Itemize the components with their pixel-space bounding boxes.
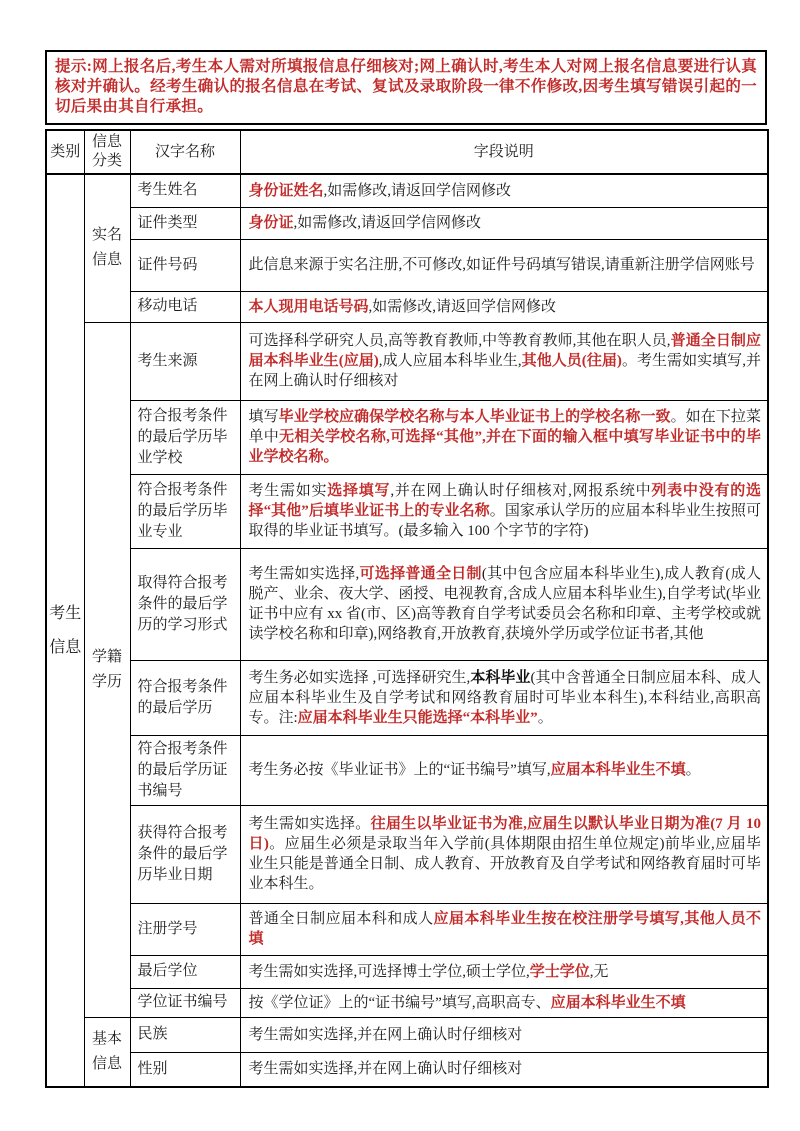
field-desc-cell <box>240 805 768 903</box>
field-name-cell: 证件类型 <box>130 207 240 239</box>
table-row <box>46 207 768 239</box>
document-page <box>45 50 767 1088</box>
desc-run-red: 本人现用电话号码 <box>248 298 369 315</box>
desc-run-red: 毕业学校应确保学校名称与本人毕业证书上的学校名称一致 <box>278 409 671 425</box>
desc-run: 考生需如实选择,并在网上确认时仔细核对 <box>248 1061 523 1078</box>
table-row <box>46 1052 768 1087</box>
desc-run: ,如需修改,请返回学信网修改 <box>368 298 557 315</box>
desc-run: ,如需修改,请返回学信网修改 <box>323 182 512 199</box>
table-row <box>46 400 768 474</box>
desc-run-red: 身份证 <box>248 215 294 231</box>
desc-run: 。 <box>685 762 701 778</box>
table-row <box>46 174 768 207</box>
table-row <box>46 988 768 1017</box>
field-name-cell: 符合报考条件的最后学历毕业学校 <box>130 400 240 474</box>
field-name-cell: 证件号码 <box>130 239 240 291</box>
header-row <box>46 130 768 174</box>
field-name-cell: 符合报考条件的最后学历毕业专业 <box>130 474 240 548</box>
desc-run: ,如需修改,请返回学信网修改 <box>293 215 482 231</box>
field-desc-cell <box>240 239 768 291</box>
field-name-cell: 最后学位 <box>130 955 240 988</box>
desc-run-red: 列表中没有的选择“其他”后填毕业证书上的专业名称 <box>248 483 761 519</box>
desc-run: 考生需如实 <box>248 483 328 499</box>
field-desc-cell <box>240 400 768 474</box>
desc-run: ,无 <box>589 963 609 980</box>
table-row <box>46 903 768 955</box>
table-row <box>46 805 768 903</box>
desc-run: 此信息来源于实名注册,不可修改,如证件号码填写错误,请重新注册学信网账号 <box>248 257 755 273</box>
desc-run: ,成人应届本科毕业生, <box>378 353 522 369</box>
field-name-cell: 注册学号 <box>130 903 240 955</box>
desc-run-red: 无相关学校名称,可选择“其他”,并在下面的输入框中填写毕业证书中的毕业学校名称。 <box>248 429 761 465</box>
desc-run: 可选择科学研究人员,高等教育教师,中等教育教师,其他在职人员, <box>248 333 671 349</box>
table-row <box>46 322 768 400</box>
table-row <box>46 474 768 548</box>
desc-run: 。 <box>537 709 553 726</box>
desc-run: 。国家承认学历的应届本科毕业生按照可取得的毕业证书填写。(最多输入 100 个字节的字符) <box>248 503 761 539</box>
desc-run: 考生需如实选择,可选择博士学位,硕士学位, <box>248 963 530 980</box>
desc-run-red: 应届本科毕业生按在校注册学号填写,其他人员不填 <box>248 911 761 947</box>
table-row <box>46 1017 768 1052</box>
field-name-cell: 符合报考条件的最后学历证书编号 <box>130 735 240 805</box>
table-body <box>46 174 768 1087</box>
table-row <box>46 239 768 291</box>
table-row <box>46 955 768 988</box>
field-desc-cell <box>240 1052 768 1087</box>
desc-run: (其中含普通全日制应届本科、成人应届本科毕业生及自学考试和网络教育届时可毕业本科生),本科结业,高职高专。注: <box>248 669 761 726</box>
field-name-cell: 学位证书编号 <box>130 988 240 1017</box>
desc-run: ,并在网上确认时仔细核对,网报系统中 <box>390 483 652 499</box>
field-desc-cell <box>240 988 768 1017</box>
field-desc-cell <box>240 1017 768 1052</box>
desc-run: 考生务必按《毕业证书》上的“证书编号”填写, <box>248 762 551 778</box>
header-desc: 字段说明 <box>240 130 768 174</box>
desc-run: 。应届生必须是录取当年入学前(具体期限由招生单位规定)前毕业,应届毕业生只能是普通全日制、成人教育、开放教育及自学考试和网络教育届时可毕业本科生。 <box>248 836 761 892</box>
field-name-cell: 民族 <box>130 1017 240 1052</box>
group-cell-2: 基本信息 <box>84 1017 130 1087</box>
field-desc-cell <box>240 322 768 400</box>
desc-run-red: 可选择普通全日制 <box>359 566 482 582</box>
header-category: 类别 <box>46 130 84 174</box>
table-row <box>46 291 768 322</box>
desc-run: (其中包含应届本科毕业生),成人教育(成人脱产、业余、夜大学、函授、电视教育,含成人应届本科毕业生),自学考试(毕业证书中应有 xx 省(市、区)高等教育自学考试委员会名称和印章、主考学校或就读学校名称和印章),网络教育,开放教育,获境外学历或学位证书者,其他 <box>248 566 761 642</box>
category-cell: 考生信息 <box>46 174 84 1087</box>
field-desc-cell <box>240 903 768 955</box>
desc-run: 考生需如实选择。 <box>248 816 371 832</box>
notice-text: 提示:网上报名后,考生本人需对所填报信息仔细核对;网上确认时,考生本人对网上报名信息要进行认真核对并确认。经考生确认的报名信息在考试、复试及录取阶段一律不作修改,因考生填写错误引起的一切后果由其自行承担。 <box>55 58 757 115</box>
desc-run-red: 普通全日制应届本科毕业生(应届) <box>248 333 761 369</box>
field-name-cell: 考生姓名 <box>130 174 240 207</box>
header-name: 汉字名称 <box>130 130 240 174</box>
field-desc-cell <box>240 291 768 322</box>
group-cell-0: 实名信息 <box>84 174 130 322</box>
desc-run: 考生务必如实选择 ,可选择研究生, <box>248 669 471 686</box>
table-row <box>46 735 768 805</box>
field-name-cell: 性别 <box>130 1052 240 1087</box>
field-desc-cell <box>240 660 768 735</box>
field-desc-cell <box>240 474 768 548</box>
field-desc-cell <box>240 174 768 207</box>
desc-run-red: 其他人员(往届) <box>521 353 622 369</box>
desc-run-red: 学士学位 <box>529 963 590 980</box>
desc-run-red: 身份证姓名 <box>248 182 324 199</box>
field-desc-cell <box>240 735 768 805</box>
desc-run: 填写 <box>248 409 279 425</box>
table-row <box>46 660 768 735</box>
desc-run: 。考生需如实填写,并在网上确认时仔细核对 <box>248 353 761 389</box>
field-name-cell: 取得符合报考条件的最后学历的学习形式 <box>130 548 240 660</box>
header-group: 信息分类 <box>84 130 130 174</box>
desc-run: 考生需如实选择,并在网上确认时仔细核对 <box>248 1026 523 1043</box>
desc-run: 按《学位证》上的“证书编号”填写,高职高专、 <box>248 994 551 1011</box>
field-desc-cell <box>240 548 768 660</box>
desc-run: 考生需如实选择, <box>248 566 360 582</box>
desc-run-red: 应届本科毕业生不填 <box>550 994 686 1011</box>
field-desc-cell <box>240 955 768 988</box>
desc-run-red: 选择填写 <box>327 483 391 499</box>
desc-run: 普通全日制应届本科和成人 <box>248 911 434 927</box>
field-name-cell: 符合报考条件的最后学历 <box>130 660 240 735</box>
desc-run-red: 往届生以毕业证书为准,应届生以默认毕业日期为准(7 月 10 日) <box>248 816 761 852</box>
desc-run: 。如在下拉菜单中 <box>248 409 761 445</box>
desc-run-red: 应届本科毕业生只能选择“本科毕业” <box>297 709 538 726</box>
field-name-cell: 获得符合报考条件的最后学历毕业日期 <box>130 805 240 903</box>
field-desc-cell <box>240 207 768 239</box>
desc-run-red: 应届本科毕业生不填 <box>550 762 686 778</box>
field-name-cell: 移动电话 <box>130 291 240 322</box>
group-cell-1: 学籍学历 <box>84 322 130 1017</box>
desc-run-bold: 本科毕业 <box>470 669 531 686</box>
field-name-cell: 考生来源 <box>130 322 240 400</box>
notice-box <box>45 50 767 125</box>
info-table <box>45 129 769 1088</box>
table-row <box>46 548 768 660</box>
